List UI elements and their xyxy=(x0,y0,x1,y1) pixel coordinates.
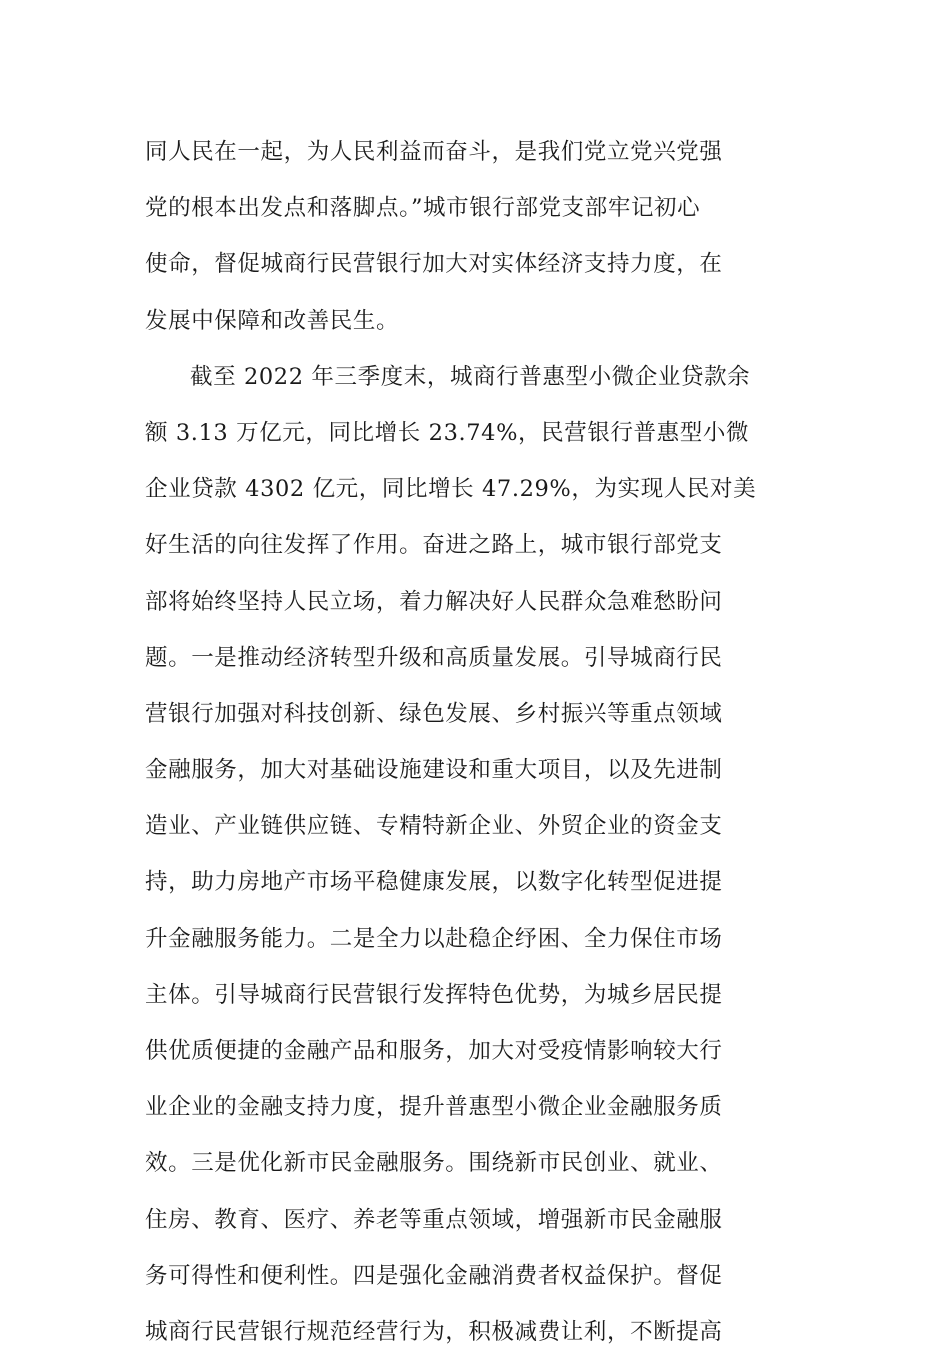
text-line: 发展中保障和改善民生。 xyxy=(145,307,400,334)
text-line: 业企业的金融支持力度，提升普惠型小微企业金融服务质 xyxy=(145,1094,723,1121)
text-line: 造业、产业链供应链、专精特新企业、外贸企业的资金支 xyxy=(145,813,723,840)
text-line: 城商行民营银行规范经营行为，积极减费让利，不断提高 xyxy=(145,1318,723,1345)
text-line: 好生活的向往发挥了作用。奋进之路上，城市银行部党支 xyxy=(145,532,723,559)
text-line: 升金融服务能力。二是全力以赴稳企纾困、全力保住市场 xyxy=(145,925,723,952)
text-line: 企业贷款 4302 亿元，同比增长 47.29%，为实现人民对美 xyxy=(145,476,757,503)
text-line: 部将始终坚持人民立场，着力解决好人民群众急难愁盼问 xyxy=(145,588,723,615)
paragraph-1 xyxy=(145,124,807,349)
text-line: 使命，督促城商行民营银行加大对实体经济支持力度，在 xyxy=(145,251,723,278)
text-line: 金融服务，加大对基础设施建设和重大项目，以及先进制 xyxy=(145,757,723,784)
text-line: 营银行加强对科技创新、绿色发展、乡村振兴等重点领域 xyxy=(145,700,723,727)
text-line: 效。三是优化新市民金融服务。围绕新市民创业、就业、 xyxy=(145,1150,723,1177)
text-line: 同人民在一起，为人民利益而奋斗，是我们党立党兴党强 xyxy=(145,139,723,165)
paragraph-2 xyxy=(145,349,807,1360)
text-line: 截至 2022 年三季度末，城商行普惠型小微企业贷款余 xyxy=(190,363,751,390)
text-line: 务可得性和便利性。四是强化金融消费者权益保护。督促 xyxy=(145,1262,723,1289)
text-line: 供优质便捷的金融产品和服务，加大对受疫情影响较大行 xyxy=(145,1038,723,1064)
text-line: 主体。引导城商行民营银行发挥特色优势，为城乡居民提 xyxy=(145,981,723,1008)
body-text xyxy=(145,124,807,1360)
text-line: 持，助力房地产市场平稳健康发展，以数字化转型促进提 xyxy=(145,869,723,896)
text-line: 党的根本出发点和落脚点。”城市银行部党支部牢记初心 xyxy=(145,195,701,222)
text-line: 题。一是推动经济转型升级和高质量发展。引导城商行民 xyxy=(145,644,723,671)
text-line: 住房、教育、医疗、养老等重点领域，增强新市民金融服 xyxy=(145,1206,723,1233)
text-line: 额 3.13 万亿元，同比增长 23.74%，民营银行普惠型小微 xyxy=(145,419,750,446)
